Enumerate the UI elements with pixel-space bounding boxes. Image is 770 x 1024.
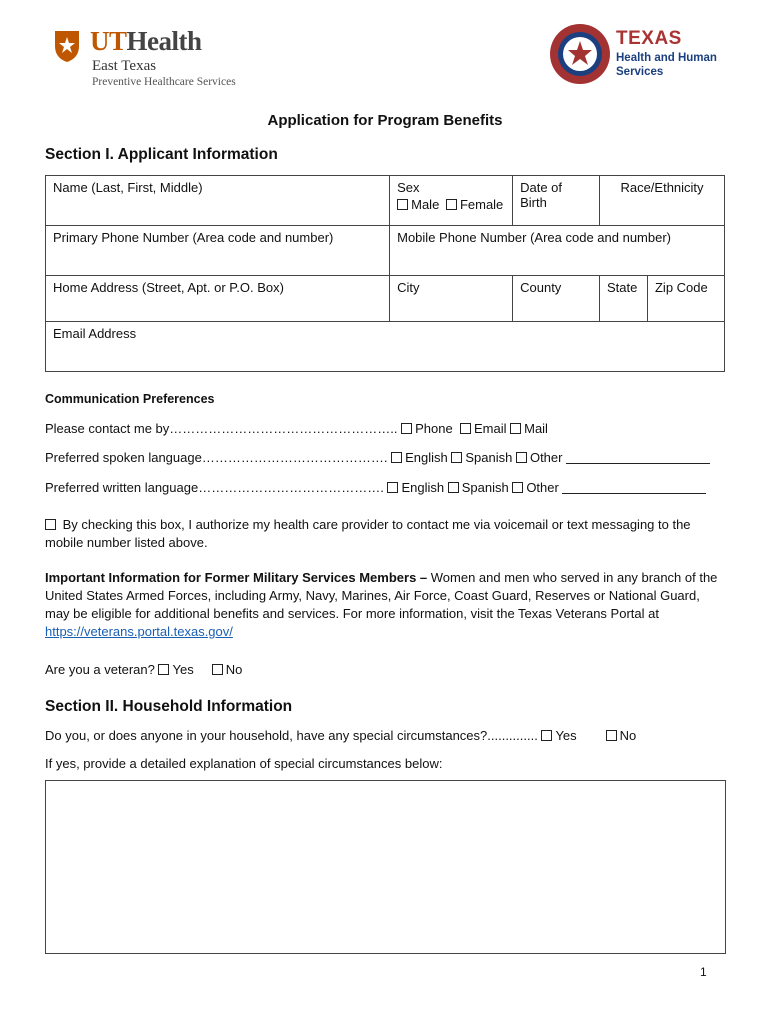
mail-checkbox[interactable] (510, 423, 521, 434)
uthealth-tagline: Preventive Healthcare Services (92, 76, 236, 88)
special-circumstances-question: Do you, or does anyone in your household, have any special circumstances?.............. (45, 728, 538, 743)
home-address-label: Home Address (Street, Apt. or P.O. Box) (53, 280, 284, 295)
primary-phone-field[interactable] (46, 226, 390, 276)
contact-method-row (45, 420, 548, 438)
sex-label: Sex (397, 180, 420, 195)
email-option-label: Email (473, 421, 507, 436)
name-field[interactable] (46, 176, 390, 226)
texas-subtitle-2: Services (616, 66, 664, 78)
state-label: State (607, 280, 638, 295)
shield-icon (52, 28, 82, 64)
uthealth-logo (52, 26, 252, 96)
spoken-language-row (45, 449, 710, 467)
section-2-heading: Section II. Household Information (45, 698, 293, 715)
male-label: Male (411, 197, 440, 212)
home-address-field[interactable] (46, 276, 390, 322)
special-no-checkbox[interactable] (606, 730, 617, 741)
special-no-label: No (619, 728, 637, 743)
section-1-heading: Section I. Applicant Information (45, 146, 278, 163)
zip-field[interactable] (647, 276, 724, 322)
veteran-question-row (45, 661, 242, 679)
explanation-textbox[interactable] (45, 780, 726, 954)
written-language-label: Preferred written language……………………………………. (45, 480, 384, 495)
mail-label: Mail (524, 421, 548, 436)
written-other-input[interactable] (562, 481, 706, 494)
veteran-no-label: No (225, 662, 243, 677)
special-yes-label: Yes (555, 728, 577, 743)
state-field[interactable] (600, 276, 648, 322)
veterans-portal-link[interactable]: https://veterans.portal.texas.gov/ (45, 624, 233, 639)
contact-method-label: Please contact me by…………………………………………….. (45, 421, 398, 436)
texas-hhs-logo (548, 22, 728, 92)
consent-checkbox[interactable] (45, 519, 56, 530)
dob-label: Date of Birth (520, 180, 563, 210)
texas-subtitle-1: Health and Human (616, 52, 717, 64)
email-checkbox[interactable] (460, 423, 471, 434)
uthealth-wordmark: UTHealth (90, 26, 202, 56)
county-field[interactable] (513, 276, 600, 322)
military-info-heading: Important Information for Former Military Services Members – (45, 570, 428, 585)
female-label: Female (459, 197, 504, 212)
mobile-phone-field[interactable] (390, 226, 725, 276)
explanation-prompt: If yes, provide a detailed explanation of special circumstances below: (45, 756, 443, 771)
spoken-english-label: English (405, 450, 448, 465)
female-checkbox[interactable] (446, 199, 457, 210)
name-label: Name (Last, First, Middle) (53, 180, 203, 195)
texas-seal-icon (548, 22, 612, 86)
email-label: Email Address (53, 326, 137, 341)
uthealth-subtitle: East Texas (92, 58, 157, 74)
spoken-spanish-label: Spanish (465, 450, 513, 465)
county-label: County (520, 280, 562, 295)
mobile-phone-label: Mobile Phone Number (Area code and number) (397, 230, 671, 245)
veteran-yes-checkbox[interactable] (158, 664, 169, 675)
race-label: Race/Ethnicity (620, 180, 704, 195)
written-english-label: English (401, 480, 445, 495)
spoken-other-label: Other (529, 450, 563, 465)
email-field[interactable] (46, 322, 725, 372)
veteran-yes-label: Yes (172, 662, 194, 677)
city-field[interactable] (390, 276, 513, 322)
special-yes-checkbox[interactable] (541, 730, 552, 741)
spoken-english-checkbox[interactable] (391, 452, 402, 463)
spoken-other-checkbox[interactable] (516, 452, 527, 463)
military-info (45, 569, 725, 641)
dob-field[interactable] (513, 176, 600, 226)
city-label: City (397, 280, 420, 295)
military-info-text: Women and men who served in any branch of the United States Armed Forces, including Army, Navy, Marines, Air Force, Coast Guard, Reserves or National Guard, may be eligible for additional benefits and services. For more information, visit the Texas Veterans Portal at (45, 570, 718, 621)
written-spanish-checkbox[interactable] (448, 482, 459, 493)
written-language-row (45, 479, 706, 497)
spoken-language-label: Preferred spoken language……………………………………. (45, 450, 388, 465)
consent-text: By checking this box, I authorize my health care provider to contact me via voicemail or text messaging to the mobile number listed above. (45, 517, 691, 550)
zip-label: Zip Code (654, 280, 708, 295)
veteran-question: Are you a veteran? (45, 662, 155, 677)
phone-checkbox[interactable] (401, 423, 412, 434)
page-number: 1 (700, 965, 707, 979)
phone-label: Phone (415, 421, 453, 436)
consent-row (45, 516, 725, 552)
communication-heading: Communication Preferences (45, 392, 215, 406)
spoken-other-input[interactable] (566, 451, 710, 464)
race-field[interactable] (600, 176, 725, 226)
written-english-checkbox[interactable] (387, 482, 398, 493)
page-title: Application for Program Benefits (267, 112, 503, 129)
texas-wordmark: TEXAS (616, 28, 682, 49)
special-circumstances-row (45, 727, 636, 745)
spoken-spanish-checkbox[interactable] (451, 452, 462, 463)
sex-field (390, 176, 513, 226)
veteran-no-checkbox[interactable] (212, 664, 223, 675)
male-checkbox[interactable] (397, 199, 408, 210)
written-other-checkbox[interactable] (512, 482, 523, 493)
written-spanish-label: Spanish (461, 480, 509, 495)
primary-phone-label: Primary Phone Number (Area code and number) (53, 230, 334, 245)
written-other-label: Other (526, 480, 559, 495)
applicant-info-table (45, 175, 725, 372)
